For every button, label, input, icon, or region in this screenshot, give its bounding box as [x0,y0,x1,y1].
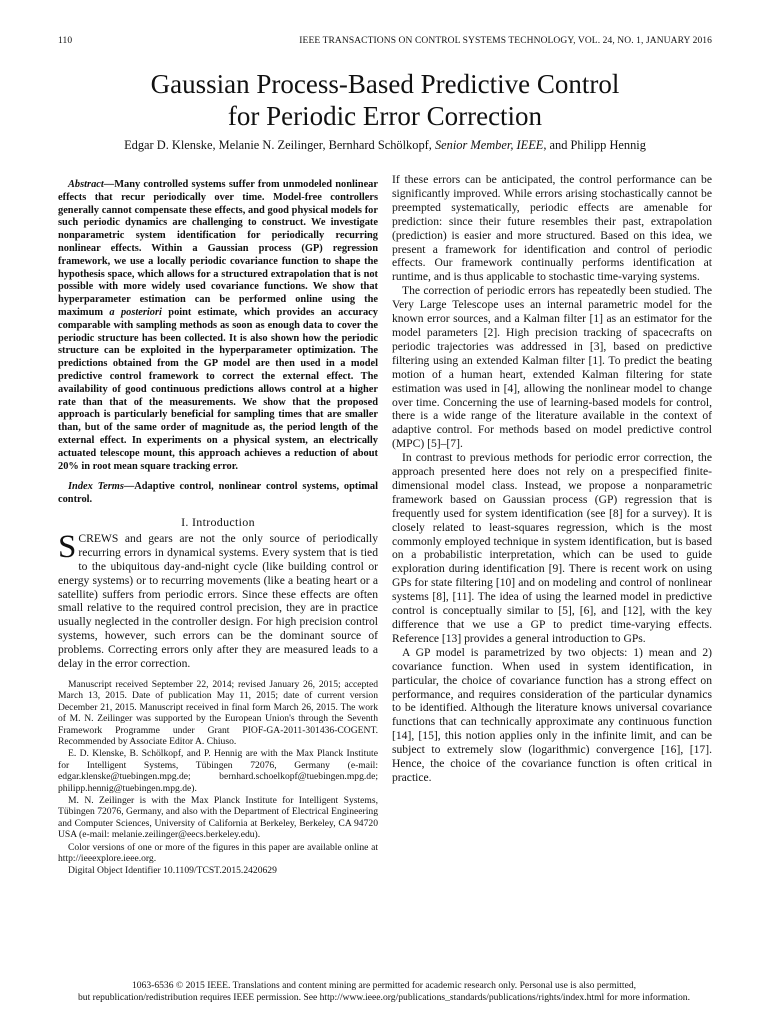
right-column [392,173,712,877]
abstract [58,179,378,473]
right-paragraph-4: A GP model is parametrized by two objects: 1) mean and 2) covariance function. When used in system identification, in particular, the choice of covariance function has a strong effect on performance, and requires consideration of the particular dynamics to be identified. Although the literature knows universal covariance functions that can technically approximate any continuous function [14], [15], this notion applies only in the infinite limit, and can be subject to extremely slow (logarithmic) convergence [16], [17]. Hence, the choice of the covariance function is often critical in practice. [392,645,712,784]
abstract-text-1: Many controlled systems suffer from unmodeled nonlinear effects that recur periodically over time. Model-free controllers generally cannot compensate these effects, and good physical models for such periodic dynamics are challenging to construct. We investigate nonparametric system identification for periodically recurring nonlinear effects. Within a Gaussian process (GP) regression framework, we use a locally periodic covariance function to shape the hypothesis space, which allows for a structured extrapolation that is not possible with more widely used covariance functions. We show that hyperparameter estimation can be performed online using the maximum [58,179,378,318]
copyright-line-2: but republication/redistribution requires IEEE permission. See http://www.ieee.org/publications_standards/publications/rights/index.html for more information. [77,991,690,1003]
journal-name: IEEE TRANSACTIONS ON CONTROL SYSTEMS TECHNOLOGY, VOL. 24, NO. 1, JANUARY 2016 [299,36,712,46]
two-column-body [58,173,712,877]
right-paragraph-3: In contrast to previous methods for periodic error correction, the approach presented here does not rely on a prespecified finite-dimensional model class. Instead, we propose a nonparametric framework based on Gaussian process (GP) regression that is frequently used for system identification (see [8] for a survey). It is closely related to least-squares regression, which is the most commonly employed technique in system identification, but is based on a probabilistic interpretation, which can be used to guide exploration during identification [9]. There is recent work on using GPs for state filtering [10] and on modeling and control of nonlinear systems [8], [11]. The idea of using the learned model in predictive control is conceptually similar to [5], [6], and [12], with the key difference that we use a GP to predict time-varying effects. Reference [13] provides a general introduction to GPs. [392,451,712,645]
footnote-affiliation-1: E. D. Klenske, B. Schölkopf, and P. Hennig are with the Max Planck Institute for Intelligent Systems, Tübingen 72076, Germany (e-mail: edgar.klenske@tuebingen.mpg.de; bernhard.schoelkopf@tuebingen.mpg.de; philipp.hennig@tuebingen.mpg.de). [58,748,378,794]
drop-cap: S [58,528,77,565]
right-paragraph-1: If these errors can be anticipated, the control performance can be significantly improved. While errors arising stochastically cannot be preempted systematically, periodic effects are amenable for prediction: since their future resembles their past, extrapolation (prediction) is easier and more structured. Based on this idea, we present a framework for identification and control of periodic effects. Our framework continually performs identification at runtime, and is thus applicable to stochastic time-varying systems. [392,173,712,284]
author-tail: , and Philipp Hennig [543,138,646,152]
section-heading-introduction: I. Introduction [181,514,255,529]
intro-paragraph-1 [58,528,378,671]
paper-page [58,36,712,877]
author-list [58,138,712,153]
footnote-manuscript: Manuscript received September 22, 2014; revised January 26, 2015; accepted March 13, 2015. Date of publication May 11, 2015; date of current version December 21, 2015. Manuscript received in final form March 26, 2015. The work of M. N. Zeilinger was supported by the European Union's through the Seventh Framework Programme under Grant PIOF-GA-2011-301436-COGENT. Recommended by Associate Editor A. Chiuso. [58,678,378,748]
running-header [58,36,712,46]
right-paragraph-2: The correction of periodic errors has repeatedly been studied. The Very Large Telescope uses an internal parametric model for the known error sources, and a Kalman filter [1] as an estimator for the model parameters [2]. High precision tracking of spacecrafts on periodic trajectories was addressed in [3], based on predictive filtering using an extended Kalman filter [1]. To predict the beating motion of a human heart, extended Kalman filtering for state estimation was used in [4], allowing the nonlinear model to change over time. Concerning the use of learning-based models for control, there is a wide range of the literature available in the context of adaptive control. For methods based on model predictive control (MPC) [5]–[7]. [392,284,712,451]
author-role: Senior Member, IEEE [434,138,544,152]
footnote-doi: Digital Object Identifier 10.1109/TCST.2015.2420629 [68,865,277,877]
footnotes [58,679,378,877]
footnote-affiliation-2: M. N. Zeilinger is with the Max Planck Institute for Intelligent Systems, Tübingen 72076, Germany, and also with the Department of Electrical Engineering and Computer Sciences, University of California at Berkeley, Berkeley, CA 94720 USA (e-mail: melanie.zeilinger@eecs.berkeley.edu). [58,795,378,841]
copyright-notice [0,980,768,1003]
index-terms-dash: — [123,481,135,493]
footnote-color: Color versions of one or more of the figures in this paper are available online at http://ieeexplore.ieee.org. [58,841,378,865]
copyright-line-1: 1063-6536 © 2015 IEEE. Translations and content mining are permitted for academic research only. Personal use is also permitted, [131,980,637,991]
title-line-1: Gaussian Process-Based Predictive Control [150,69,620,99]
author-names: Edgar D. Klenske, Melanie N. Zeilinger, Bernhard Schölkopf, [124,138,435,152]
left-column [58,173,378,877]
page-number: 110 [58,36,73,46]
abstract-italic: a posteriori [109,306,162,318]
abstract-label: Abstract [68,179,104,190]
title-line-2: for Periodic Error Correction [227,101,543,131]
intro-paragraph-1-text: CREWS and gears are not the only source of periodically recurring errors in dynamical systems. Every system that is tied to the ubiquitous day-and-night cycle (like building control or energy systems) or to recurring movements (like a beating heart or a satellite) suffers from periodic errors. Since these effects are often small relative to the required control precision, they are in practice usually neglected in the controller design. For high precision control systems, however, such errors can be the dominant source of problems. Correcting errors only after they are measured leads to a delay in the error correction. [58,531,378,671]
index-terms-label: Index Terms [68,481,124,493]
index-terms-text: Adaptive control, nonlinear control systems, optimal control. [58,481,378,506]
index-terms [58,481,378,507]
abstract-text-2: point estimate, which provides an accuracy comparable with sampling methods as soon as enough data to cover the periodic structure has been collected. It is also shown how the periodic structure can be exploited in the hyperparameter optimization. The predictions obtained from the GP model are then used in a model predictive control framework to correct the external effect. The availability of good continuous predictions allows control at a higher rate than that of the measurements. We show that the proposed approach is particularly beneficial for sampling times that are smaller than, but of the same order of magnitude as, the period length of the external effect. In experiments on a physical system, an electrically actuated telescope mount, this approach achieves a reduction of about 20% in root mean square tracking error. [58,306,378,472]
paper-title [58,68,712,132]
abstract-dash: — [103,179,115,190]
